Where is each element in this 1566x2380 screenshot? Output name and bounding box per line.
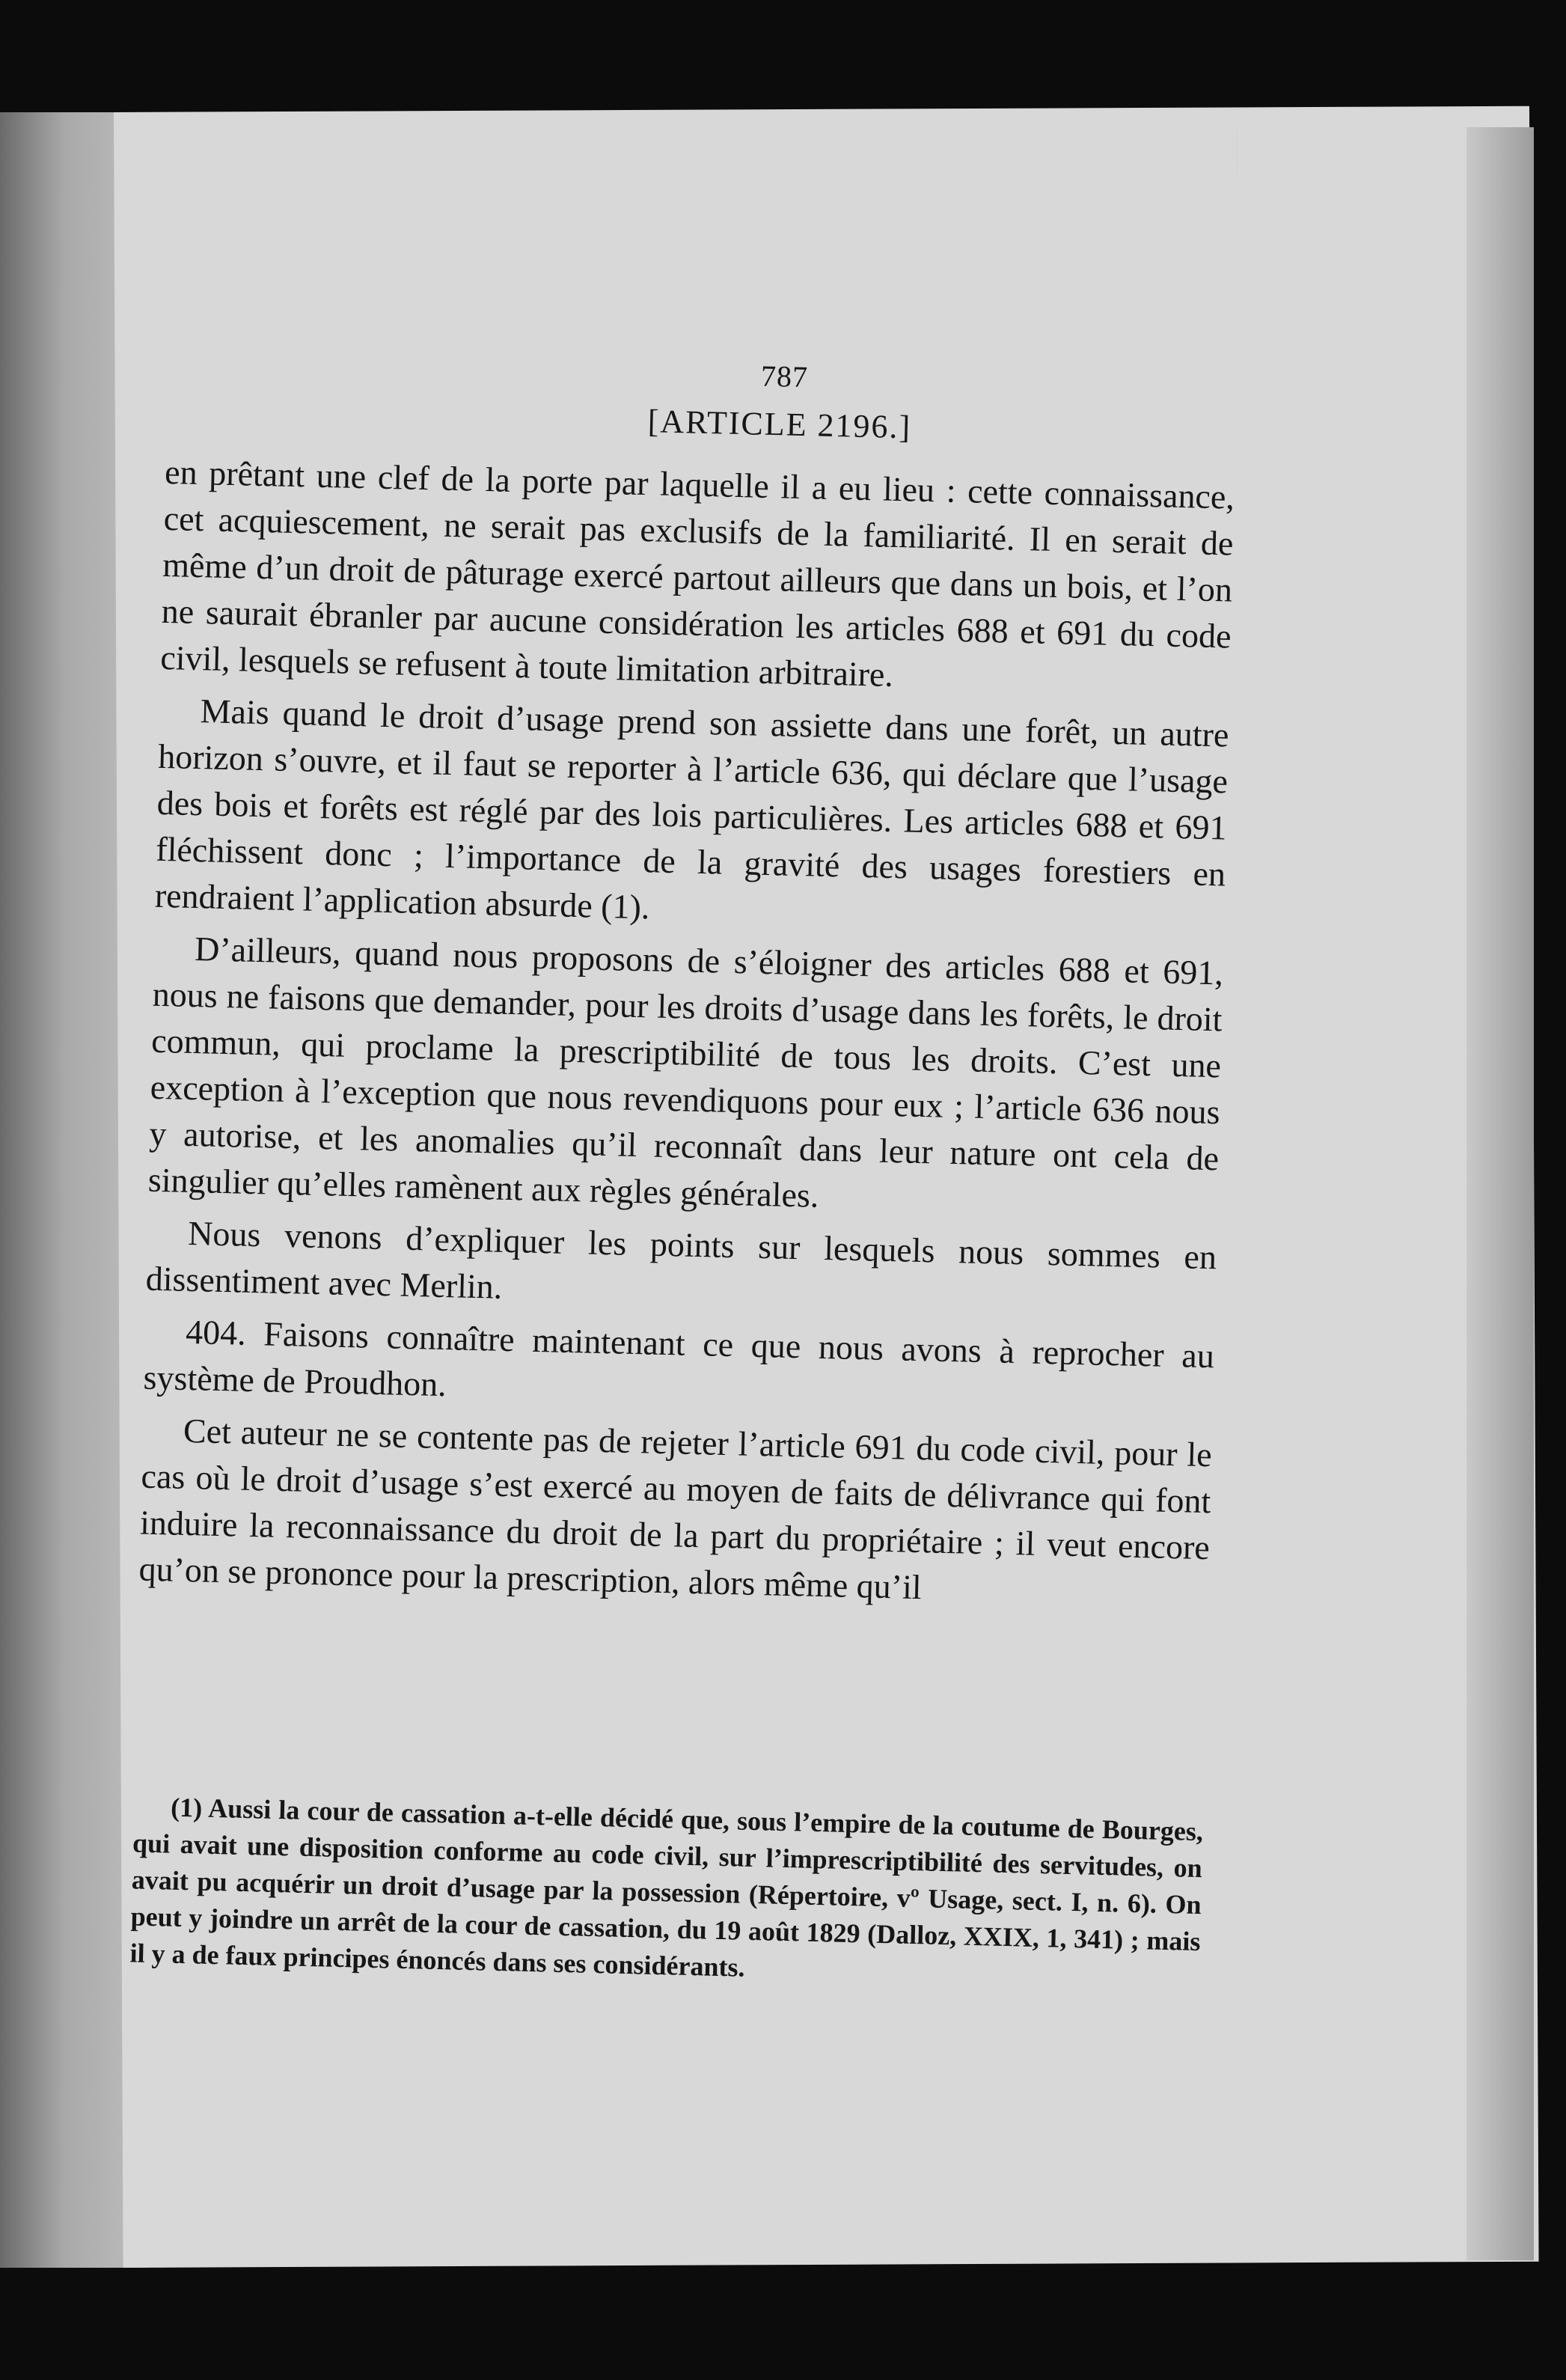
paragraph: 404. Faisons connaître maintenant ce que nous avons à reprocher au système de Proudhon. (143, 1312, 1215, 1404)
footnote-text: (1) Aussi la cour de cassation a-t-elle décidé que, sous l’empire de la coutume de Bourges, qui avait une disposition conforme au code civil, sur l’imprescriptibilité des servitudes, on avait pu acquérir un droit d’usage par la possession (Répertoire, vº Usage, sect. I, n. 6). On peut y joindre un arrêt de la cour de cassation, du 19 août 1829 (Dalloz, XXIX, 1, 341) ; mais il y a de faux principes énoncés dans ses considérants. (129, 1792, 1204, 1983)
page-number: 787 (760, 358, 809, 394)
paragraph: Nous venons d’expliquer les points sur lesquels nous sommes en dissentiment avec Merlin. (145, 1213, 1217, 1306)
page-edge-shade (1466, 127, 1534, 2260)
footnote (129, 1788, 1203, 1997)
running-head: [ARTICLE 2196.] (647, 403, 912, 446)
paragraph: Mais quand le droit d’usage prend son assiette dans une forêt, un autre horizon s’ouvre, et il faut se reporter à l’article 636, qui déclare que l’usage des bois et forêts est réglé par des lois particulières. Les articles 688 et 691 fléchissent donc ; l’importance de la gravité des usages forestiers en rendraient l’application absurde (1). (154, 692, 1229, 927)
paragraph: D’ailleurs, quand nous proposons de s’éloigner des articles 688 et 691, nous ne faisons que demander, pour les droits d’usage dans les forêts, le droit commun, qui proclame la prescriptibilité de tous les droits. C’est une exception à l’exception que nous revendiquons pour eux ; l’article 636 nous y autorise, et les anomalies qu’il reconnaît dans leur nature ont cela de singulier qu’elles ramènent aux règles générales. (147, 930, 1224, 1215)
page-blemish (1236, 129, 1238, 174)
paragraph: en prêtant une clef de la porte par laquelle il a eu lieu : cette connaissance, cet acquiescement, ne serait pas exclusifs de la familiarité. Il en serait de même d’un droit de pâturage exercé partout ailleurs que dans un bois, et l’on ne saurait ébranler par aucune considération les articles 688 et 691 du code civil, lesquels se refusent à toute limitation arbitraire. (159, 452, 1235, 694)
body-text (138, 449, 1235, 1623)
paragraph: Cet auteur ne se contente pas de rejeter l’article 691 du code civil, pour le cas où le droit d’usage s’est exercé au moyen de faits de délivrance qui font induire la reconnaissance du droit de la part du propriétaire ; il veut encore qu’on se prononce pour la prescription, alors même qu’il (138, 1411, 1213, 1607)
